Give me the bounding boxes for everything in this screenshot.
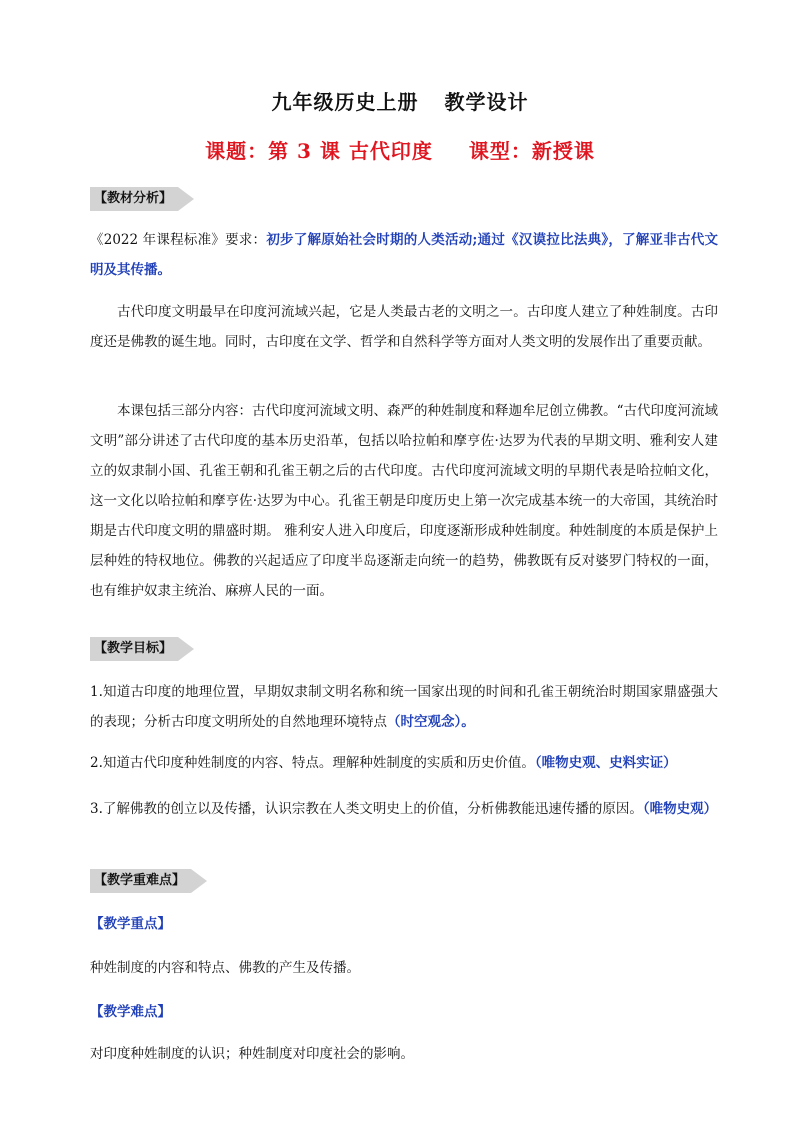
section-tag-analysis: 【教材分析】	[90, 187, 178, 211]
key-points-heading: 【教学重点】	[90, 916, 171, 932]
key-points-text: 种姓制度的内容和特点、佛教的产生及传播。	[90, 960, 360, 976]
section-tag-goals: 【教学目标】	[90, 637, 178, 661]
lesson-subtitle: 课题：第 3 课 古代印度 课型：新授课	[205, 139, 595, 163]
curriculum-standard-paragraph: 《2022 年课程标准》要求：初步了解原始社会时期的人类活动;通过《汉谟拉比法典》，了解亚非古代文明及其传播。	[90, 232, 719, 278]
document-title: 九年级历史上册 教学设计	[271, 90, 529, 114]
difficult-points-heading: 【教学难点】	[90, 1004, 171, 1020]
goal-item-2: 2.知道古代印度种姓制度的内容、特点。理解种姓制度的实质和历史价值。（唯物史观、史料实证）	[90, 755, 677, 771]
analysis-paragraph-1: 古代印度文明最早在印度河流域兴起，它是人类最古老的文明之一。古印度人建立了种姓制度。古印度还是佛教的诞生地。同时，古印度在文学、哲学和自然科学等方面对人类文明的发展作出了重要贡献。	[90, 304, 718, 350]
difficult-points-text: 对印度种姓制度的认识；种姓制度对印度社会的影响。	[90, 1046, 414, 1062]
analysis-paragraph-2: 本课包括三部分内容：古代印度河流域文明、森严的种姓制度和释迦牟尼创立佛教。“古代印度河流域文明”部分讲述了古代印度的基本历史沿革，包括以哈拉帕和摩亨佐·达罗为代表的早期文明、雅利安人建立的奴隶制小国、孔雀王朝和孔雀王朝之后的古代印度。古代印度河流域文明的早期代表是哈拉帕文化，这一文化以哈拉帕和摩亨佐·达罗为中心。孔雀王朝是印度历史上第一次完成基本统一的大帝国，其统治时期是古代印度文明的鼎盛时期。 雅利安人进入印度后，印度逐渐形成种姓制度。种姓制度的本质是保护上层种姓的特权地位。佛教的兴起适应了印度半岛逐渐走向统一的趋势，佛教既有反对婆罗门特权的一面，也有维护奴隶主统治、麻痹人民的一面。	[90, 403, 718, 599]
goal-item-3: 3.了解佛教的创立以及传播，认识宗教在人类文明史上的价值，分析佛教能迅速传播的原因。（唯物史观）	[90, 801, 718, 817]
goal-item-1: 1.知道古印度的地理位置，早期奴隶制文明名称和统一国家出现的时间和孔雀王朝统治时期国家鼎盛强大的表现；分析古印度文明所处的自然地理环境特点（时空观念）。	[90, 684, 718, 730]
section-tag-key-points: 【教学重难点】	[90, 869, 191, 893]
